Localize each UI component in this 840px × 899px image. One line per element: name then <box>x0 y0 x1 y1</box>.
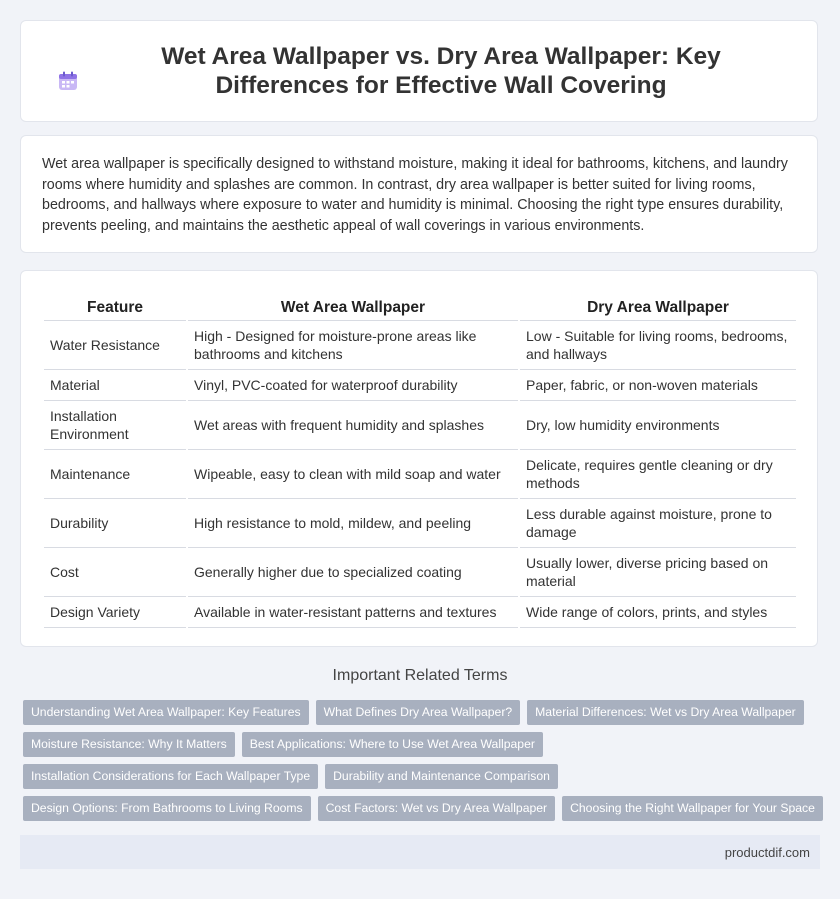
footer-site-link[interactable]: productdif.com <box>724 844 810 860</box>
comparison-table <box>42 295 798 628</box>
column-header-wet: Wet Area Wallpaper <box>188 295 518 321</box>
table-row <box>44 321 796 370</box>
wet-cell: Available in water-resistant patterns and textures <box>188 597 518 628</box>
page-title: Wet Area Wallpaper vs. Dry Area Wallpaper: Key Differences for Effective Wall Covering <box>161 43 721 99</box>
wet-cell: High - Designed for moisture-prone areas like bathrooms and kitchens <box>188 321 518 370</box>
dry-cell: Dry, low humidity environments <box>520 401 796 450</box>
tag-row <box>23 764 823 789</box>
related-term-tag[interactable]: Design Options: From Bathrooms to Living Rooms <box>23 796 311 821</box>
related-term-tag[interactable]: Understanding Wet Area Wallpaper: Key Features <box>23 700 309 725</box>
wet-cell: High resistance to mold, mildew, and peeling <box>188 499 518 548</box>
table-row <box>44 548 796 597</box>
feature-cell: Design Variety <box>44 597 186 628</box>
table-row <box>44 499 796 548</box>
tag-row <box>23 732 823 757</box>
table-row <box>44 370 796 401</box>
related-term-tag[interactable]: Choosing the Right Wallpaper for Your Space <box>562 796 823 821</box>
feature-cell: Water Resistance <box>44 321 186 370</box>
wet-cell: Vinyl, PVC-coated for waterproof durability <box>188 370 518 401</box>
dry-cell: Paper, fabric, or non-woven materials <box>520 370 796 401</box>
column-header-feature: Feature <box>44 295 186 321</box>
dry-cell: Usually lower, diverse pricing based on material <box>520 548 796 597</box>
table-header-row <box>44 295 796 321</box>
column-header-dry: Dry Area Wallpaper <box>520 295 796 321</box>
tag-row <box>23 700 823 725</box>
dry-cell: Less durable against moisture, prone to damage <box>520 499 796 548</box>
related-terms-list <box>23 700 823 828</box>
wet-cell: Generally higher due to specialized coating <box>188 548 518 597</box>
related-term-tag[interactable]: Cost Factors: Wet vs Dry Area Wallpaper <box>318 796 555 821</box>
intro-text: Wet area wallpaper is specifically designed to withstand moisture, making it ideal for bathrooms, kitchens, and laundry rooms where humidity and splashes are common. In contrast, dry area wallpaper is better suited for living rooms, bedrooms, and hallways where exposure to water and humidity is minimal. Choosing the right type ensures durability, prevents peeling, and maintains the aesthetic appeal of wall coverings in various environments. <box>42 156 788 234</box>
related-term-tag[interactable]: Best Applications: Where to Use Wet Area Wallpaper <box>242 732 543 757</box>
related-terms-title: Important Related Terms <box>332 667 508 684</box>
dry-cell: Wide range of colors, prints, and styles <box>520 597 796 628</box>
wet-cell: Wipeable, easy to clean with mild soap and water <box>188 450 518 499</box>
feature-cell: Material <box>44 370 186 401</box>
related-term-tag[interactable]: What Defines Dry Area Wallpaper? <box>316 700 521 725</box>
feature-cell: Durability <box>44 499 186 548</box>
related-term-tag[interactable]: Durability and Maintenance Comparison <box>325 764 558 789</box>
table-row <box>44 401 796 450</box>
table-row <box>44 597 796 628</box>
dry-cell: Low - Suitable for living rooms, bedrooms, and hallways <box>520 321 796 370</box>
related-term-tag[interactable]: Installation Considerations for Each Wallpaper Type <box>23 764 318 789</box>
wet-cell: Wet areas with frequent humidity and splashes <box>188 401 518 450</box>
footer <box>20 835 820 869</box>
related-term-tag[interactable]: Material Differences: Wet vs Dry Area Wallpaper <box>527 700 804 725</box>
tag-row <box>23 796 823 821</box>
table-row <box>44 450 796 499</box>
header-card <box>20 20 818 122</box>
feature-cell: Maintenance <box>44 450 186 499</box>
feature-cell: Cost <box>44 548 186 597</box>
dry-cell: Delicate, requires gentle cleaning or dry methods <box>520 450 796 499</box>
comparison-card <box>20 270 818 647</box>
intro-card <box>20 135 818 253</box>
calendar-icon <box>57 70 79 92</box>
related-term-tag[interactable]: Moisture Resistance: Why It Matters <box>23 732 235 757</box>
feature-cell: Installation Environment <box>44 401 186 450</box>
